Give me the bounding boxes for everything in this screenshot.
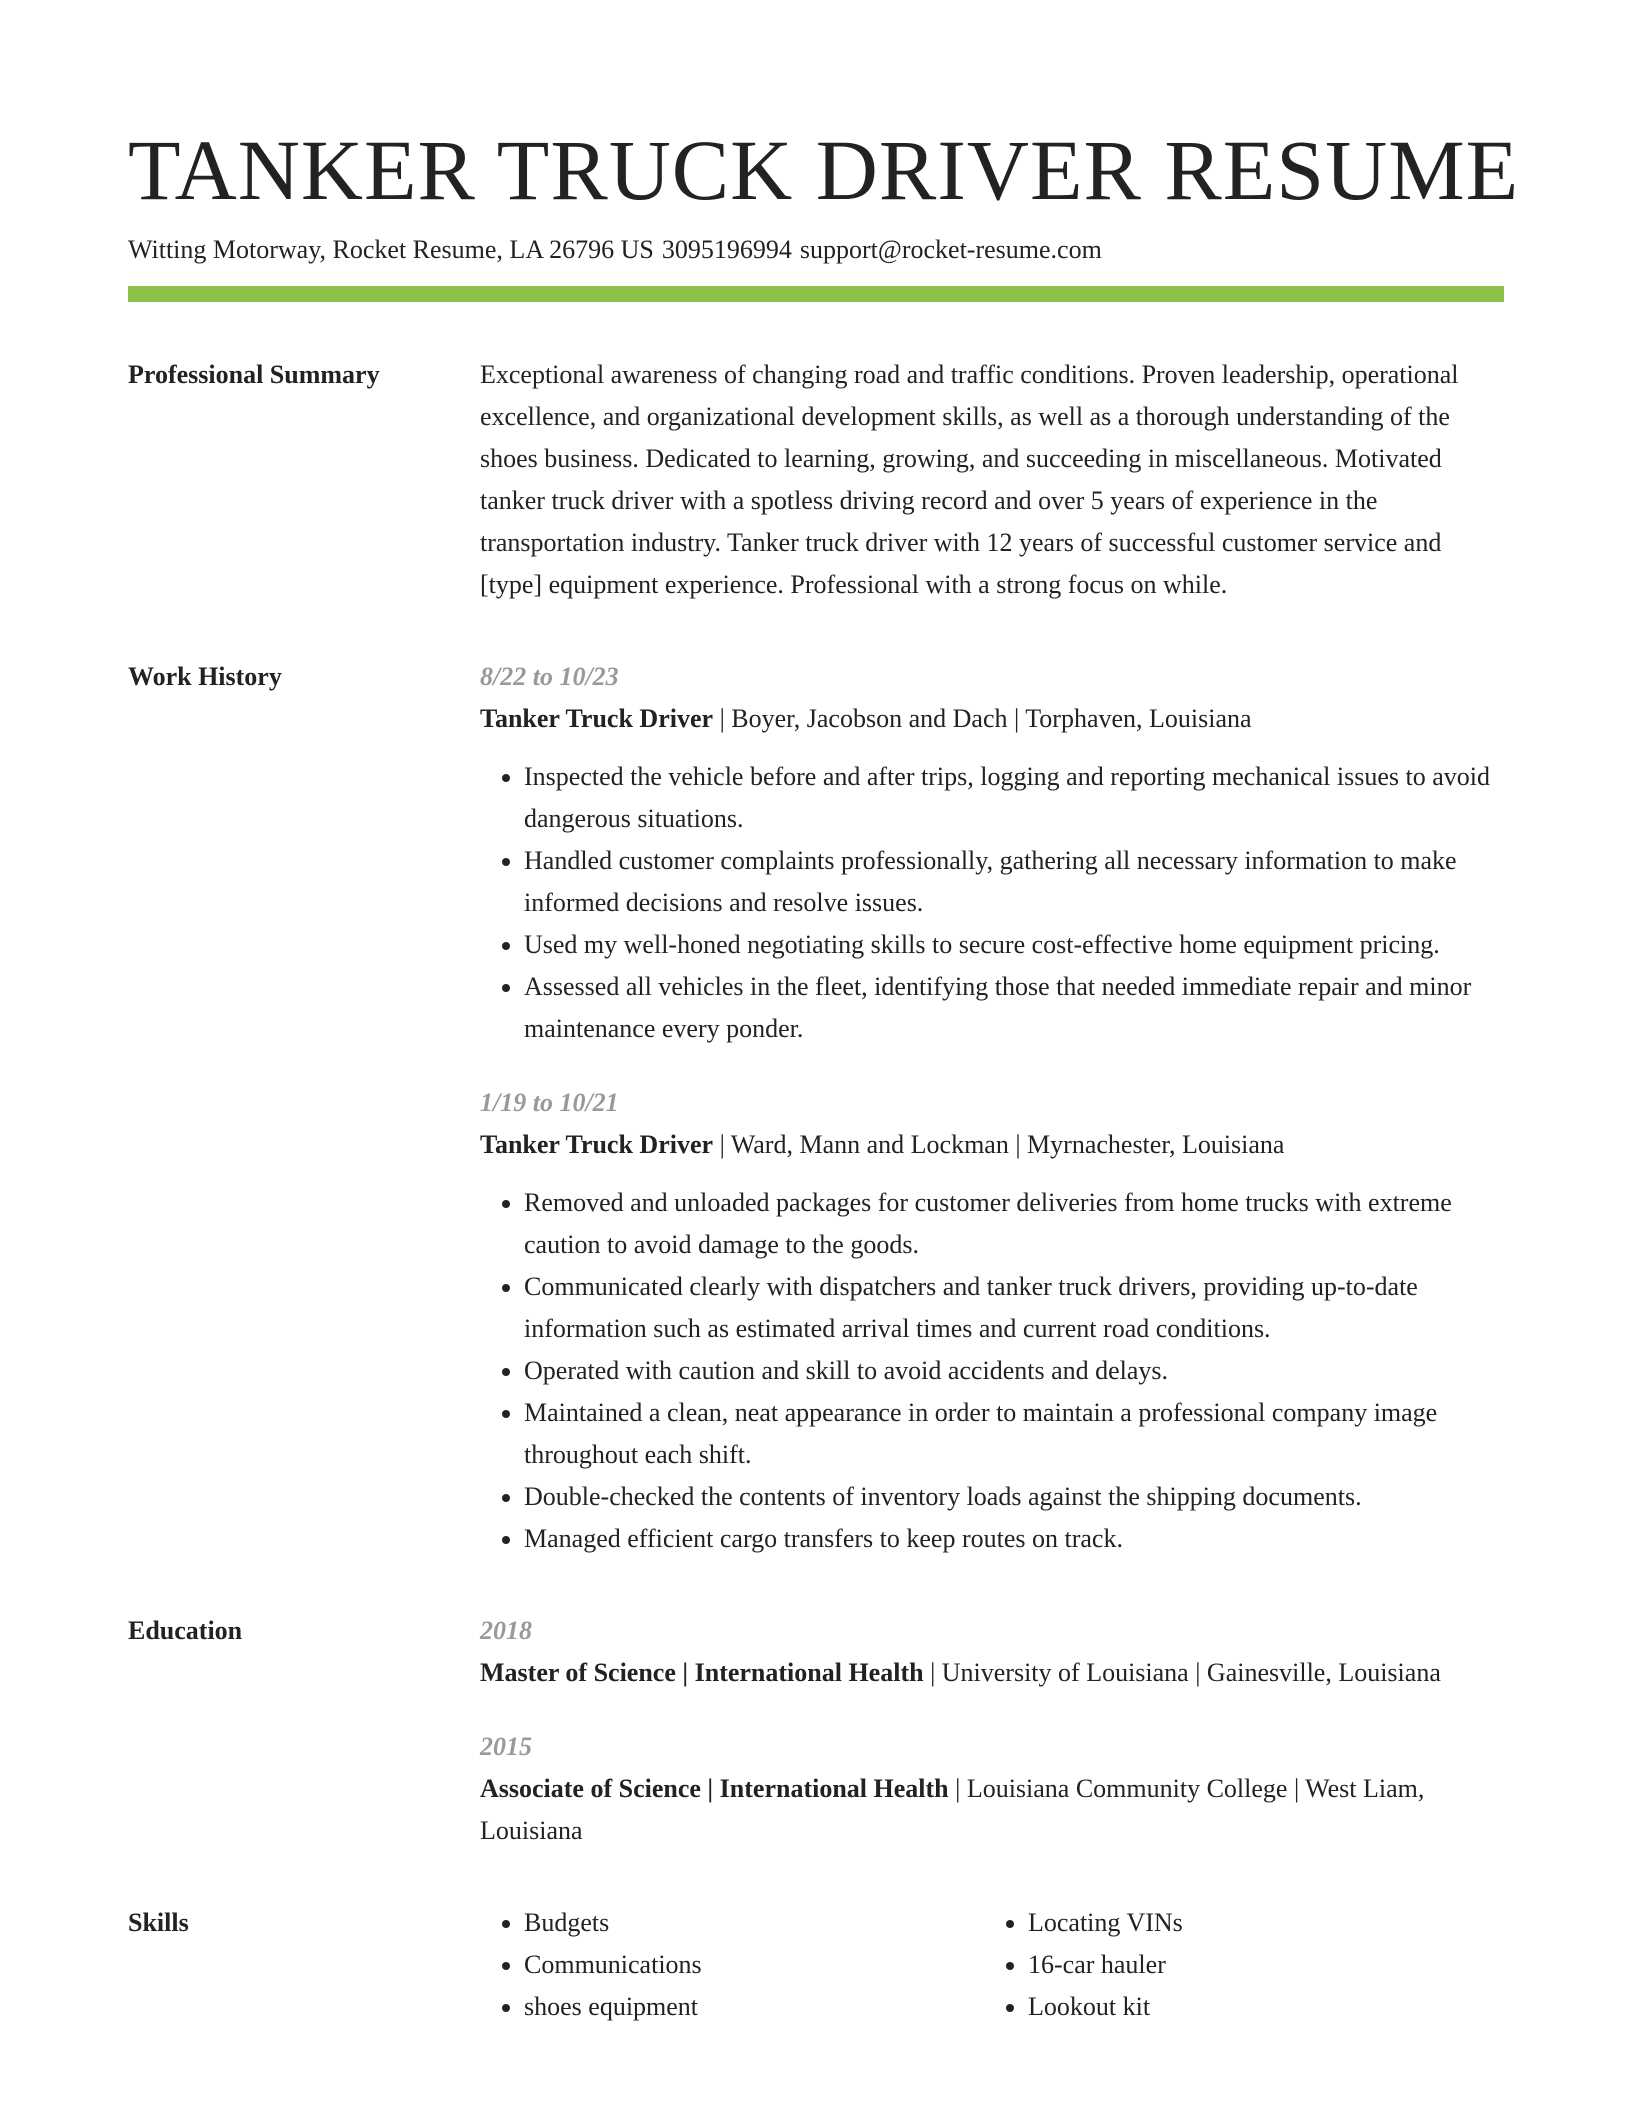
skill-item: • shoes equipment — [524, 1986, 984, 2028]
education-body — [480, 1610, 1504, 1852]
education-degree: Master of Science | International Health — [480, 1658, 924, 1687]
skills-body — [480, 1902, 1504, 2028]
skills-list-right — [984, 1902, 1488, 2028]
skill-item: • Budgets — [524, 1902, 984, 1944]
job-bullet: • Managed efficient cargo transfers to keep routes on track. — [524, 1518, 1504, 1560]
summary-body — [480, 354, 1504, 606]
resume-title: TANKER TRUCK DRIVER RESUME — [128, 122, 1520, 218]
job-bullet: • Handled customer complaints professionally, gathering all necessary information to make informed decisions and resolve issues. — [524, 840, 1504, 924]
job-bullet: • Assessed all vehicles in the fleet, identifying those that needed immediate repair and minor maintenance every ponder. — [524, 966, 1504, 1050]
job-bullet: • Inspected the vehicle before and after trips, logging and reporting mechanical issues to avoid dangerous situations. — [524, 756, 1504, 840]
education-label: Education — [128, 1616, 243, 1645]
job-bullet: • Removed and unloaded packages for customer deliveries from home trucks with extreme caution to avoid damage to the goods. — [524, 1182, 1504, 1266]
contact-line — [128, 232, 1504, 268]
work-history-label: Work History — [128, 662, 282, 691]
job-bullet: • Used my well-honed negotiating skills to secure cost-effective home equipment pricing. — [524, 924, 1504, 966]
education-details: | University of Louisiana | Gainesville, Louisiana — [923, 1658, 1441, 1687]
skill-item: • Locating VINs — [1028, 1902, 1488, 1944]
contact-phone: 3095196994 — [661, 235, 792, 264]
contact-address: Witting Motorway, Rocket Resume, LA 26796 US — [128, 235, 654, 264]
education-section — [128, 1610, 1504, 1852]
summary-section — [128, 354, 1504, 606]
education-year: 2018 — [480, 1616, 532, 1645]
job-bullet: • Operated with caution and skill to avoid accidents and delays. — [524, 1350, 1504, 1392]
skills-section — [128, 1902, 1504, 2028]
job-details: | Ward, Mann and Lockman | Myrnachester, Louisiana — [713, 1130, 1285, 1159]
education-line — [480, 1652, 1504, 1694]
education-entry — [480, 1610, 1504, 1694]
work-history-section — [128, 656, 1504, 1560]
job-details: | Boyer, Jacobson and Dach | Torphaven, Louisiana — [713, 704, 1252, 733]
summary-text: Exceptional awareness of changing road and traffic conditions. Proven leadership, operational excellence, and organizational development skills, as well as a thorough understanding of the shoes business. Dedicated to learning, growing, and succeeding in miscellaneous. Motivated tanker truck driver with a spotless driving record and over 5 years of experience in the transportation industry. Tanker truck driver with 12 years of successful customer service and [type] equipment experience. Professional with a strong focus on while. — [480, 360, 1459, 599]
education-line — [480, 1768, 1504, 1852]
skills-list-left — [480, 1902, 984, 2028]
job-title-line — [480, 698, 1504, 740]
education-degree: Associate of Science | International Health — [480, 1774, 949, 1803]
job-title: Tanker Truck Driver — [480, 1130, 714, 1159]
resume-page — [128, 120, 1520, 2028]
job-bullet: • Double-checked the contents of inventory loads against the shipping documents. — [524, 1476, 1504, 1518]
job-bullet: • Maintained a clean, neat appearance in order to maintain a professional company image throughout each shift. — [524, 1392, 1504, 1476]
education-year: 2015 — [480, 1732, 532, 1761]
skill-item: • Lookout kit — [1028, 1986, 1488, 2028]
header-divider — [128, 286, 1504, 302]
job-title: Tanker Truck Driver — [480, 704, 714, 733]
skills-label: Skills — [128, 1908, 189, 1937]
job-bullets — [480, 756, 1504, 1050]
job-bullet: • Communicated clearly with dispatchers and tanker truck drivers, providing up-to-date information such as estimated arrival times and current road conditions. — [524, 1266, 1504, 1350]
skill-item: • 16-car hauler — [1028, 1944, 1488, 1986]
skill-item: • Communications — [524, 1944, 984, 1986]
job-title-line — [480, 1124, 1504, 1166]
job-bullets — [480, 1182, 1504, 1560]
job-entry — [480, 656, 1504, 1050]
job-entry — [480, 1082, 1504, 1560]
work-history-body — [480, 656, 1504, 1560]
contact-email: support@rocket-resume.com — [799, 235, 1102, 264]
education-entry — [480, 1726, 1504, 1852]
education-details: | Louisiana Community College | West Liam, Louisiana — [480, 1774, 1425, 1845]
job-dates: 8/22 to 10/23 — [480, 662, 619, 691]
job-dates: 1/19 to 10/21 — [480, 1088, 619, 1117]
summary-label: Professional Summary — [128, 360, 380, 389]
